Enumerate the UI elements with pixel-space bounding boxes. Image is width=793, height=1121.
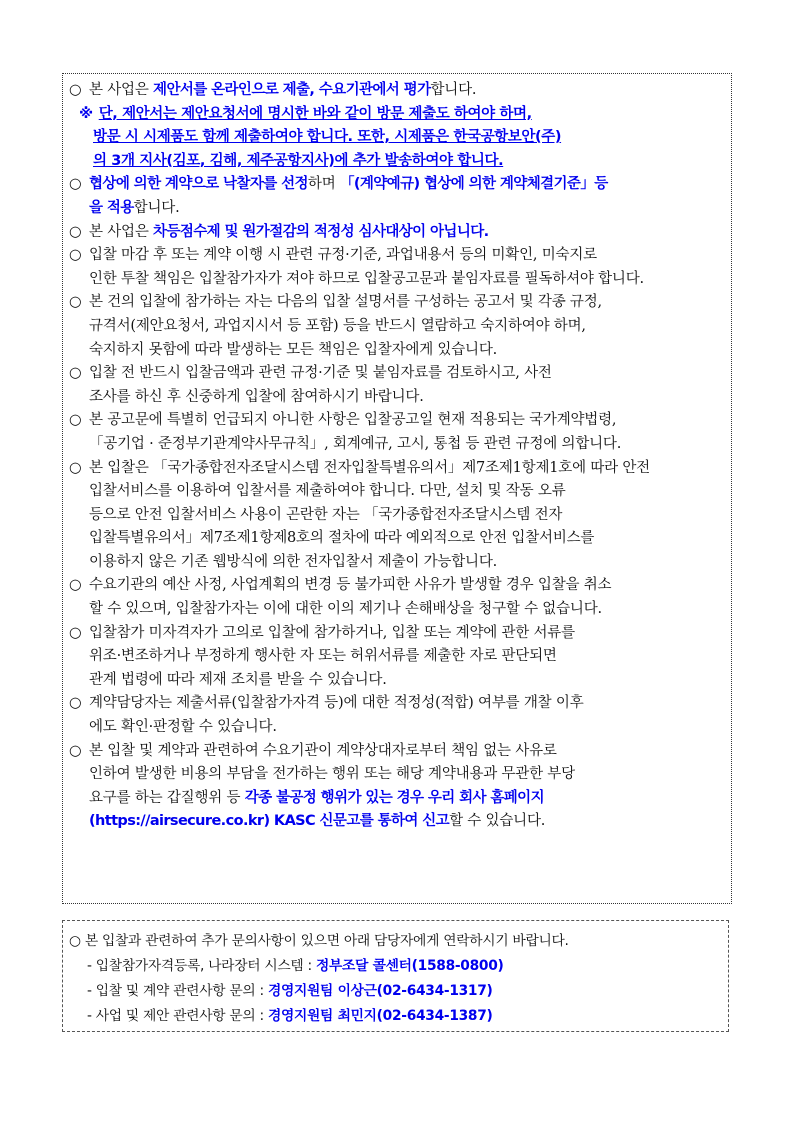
contact-value: 정부조달 콜센터(1588-0800) [315,958,504,974]
notice-item [69,244,725,291]
notice-line [89,339,725,363]
highlight-text: (https://airsecure.co.kr) KASC 신문고를 통하여 신고 [89,813,450,830]
body-text: 인하여 발생한 비용의 부담을 전가하는 행위 또는 해당 계약내용과 무관한 부당 [89,766,575,783]
body-text: 위조·변조하거나 부정하게 행사한 자 또는 허위서류를 제출한 자로 판단되면 [89,648,557,665]
circle-bullet-icon: ○ [69,176,82,193]
body-text: 입찰서비스를 이용하여 입찰서를 제출하여야 합니다. 다만, 설치 및 작동 오류 [89,483,566,500]
body-text: 조사를 하신 후 신중하게 입찰에 참여하시기 바랍니다. [89,388,424,405]
notice-item [69,79,725,103]
notice-line [89,221,725,245]
body-text: 할 수 있습니다. [449,813,546,830]
notice-item [69,291,725,362]
notice-item-text [89,362,725,409]
notice-item-text [89,221,725,245]
body-text: 수요기관의 예산 사정, 사업계획의 변경 등 불가피한 사유가 발생할 경우 입찰을 취소 [89,577,612,594]
body-text: 본 사업은 [89,223,154,240]
notice-item-text [89,79,725,103]
circle-bullet-icon: ○ [69,223,82,240]
contact-row-procurement [69,954,722,979]
notice-line [89,622,725,646]
highlight-text: 차등점수제 및 원가절감의 적정성 심사대상이 아닙니다. [153,223,489,240]
circle-bullet-icon: ○ [69,365,82,382]
contact-box [62,920,729,1032]
contact-intro: ○ 본 입찰과 관련하여 추가 문의사항이 있으면 아래 담당자에게 연락하시기 바랍니다. [69,933,569,949]
body-text: 본 입찰 및 계약과 관련하여 수요기관이 계약상대자로부터 책임 없는 사유로 [89,742,557,759]
circle-bullet-icon: ○ [69,577,82,594]
contact-row-proposal [69,1004,722,1029]
reference-mark-icon: ※ [79,105,93,122]
notice-line [89,268,725,292]
circle-bullet-icon: ○ [69,82,82,98]
notice-line [89,409,725,433]
contact-label: - 사업 및 제안 관련사항 문의 : [87,1008,268,1024]
circle-bullet-icon: ○ [69,695,82,712]
notice-line [89,79,725,103]
body-text: 합니다. [430,82,477,98]
body-text: 입찰참가 미자격자가 고의로 입찰에 참가하거나, 입찰 또는 계약에 관한 서류를 [89,624,575,641]
notice-item-text [89,409,725,456]
notice-line [89,716,725,740]
notice-item-text [89,692,725,739]
notice-item [69,221,725,245]
notice-line [89,244,725,268]
notice-item [69,740,725,834]
notice-line [89,315,725,339]
contact-label: - 입찰 및 계약 관련사항 문의 : [87,983,268,999]
contact-label: - 입찰참가자격등록, 나라장터 시스템 : [87,958,316,974]
notice-line [89,197,725,221]
body-text: 하며 [307,176,340,193]
notice-line [89,362,725,386]
body-text: 요구를 하는 갑질행위 등 [89,789,245,806]
notice-item [69,574,725,621]
note-line [69,103,725,127]
body-text: 본 공고문에 특별히 언급되지 아니한 사항은 입찰공고일 현재 적용되는 국가계약법령, [89,412,617,429]
notice-item [69,457,725,575]
notice-item [69,622,725,693]
circle-bullet-icon: ○ [69,247,82,264]
notice-line [89,504,725,528]
notice-line [89,810,725,834]
highlight-text: 제안서를 온라인으로 제출, 수요기관에서 평가 [153,82,431,98]
note-text: 의 3개 지사(김포, 김해, 제주공항지사)에 추가 발송하여야 합니다. [93,152,504,169]
highlight-text: 「(계약예규) 협상에 의한 계약체결기준」등 [339,176,608,193]
notice-item-text [89,244,725,291]
highlight-text: 을 적용 [89,199,134,216]
note-text: 방문 시 시제품도 함께 제출하여야 합니다. 또한, 시제품은 한국공항보안(주) [93,129,562,146]
notice-line [89,787,725,811]
body-text: 「공기업 · 준정부기관계약사무규칙」, 회계예규, 고시, 통첩 등 관련 규정에 의합니다. [89,435,622,452]
notice-line [89,457,725,481]
notice-item [69,173,725,220]
circle-bullet-icon: ○ [69,459,82,476]
notice-line [89,433,725,457]
notice-item-text [89,457,725,575]
note-text: 단, 제안서는 제안요청서에 명시한 바와 같이 방문 제출도 하여야 하며, [98,105,532,122]
notice-item [69,409,725,456]
body-text: 할 수 있으며, 입찰참가자는 이에 대한 이의 제기나 손해배상을 청구할 수 없습니다. [89,601,602,618]
notice-item-text [89,740,725,834]
circle-bullet-icon: ○ [69,294,82,311]
notice-item-text [89,574,725,621]
notice-box [62,73,732,904]
body-text: 인한 투찰 책임은 입찰참가자가 져야 하므로 입찰공고문과 붙임자료를 필독하셔야 합니다. [89,270,644,287]
notice-line [89,527,725,551]
notice-line [89,598,725,622]
highlight-text: 각종 불공정 행위가 있는 경우 우리 회사 홈페이지 [244,789,544,806]
note-line [69,126,725,150]
notice-line [89,669,725,693]
notice-line [89,291,725,315]
notice-line [89,740,725,764]
body-text: 합니다. [133,199,180,216]
notice-item-text [89,291,725,362]
body-text: 입찰 전 반드시 입찰금액과 관련 규정·기준 및 붙임자료를 검토하시고, 사전 [89,365,552,382]
body-text: 등으로 안전 입찰서비스 사용이 곤란한 자는 「국가종합전자조달시스템 전자 [89,506,563,523]
body-text: 규격서(제안요청서, 과업지시서 등 포함) 등을 반드시 열람하고 숙지하여야 하며, [89,317,586,334]
note-line [69,150,725,174]
notice-item [69,362,725,409]
body-text: 계약담당자는 제출서류(입찰참가자격 등)에 대한 적정성(적합) 여부를 개찰 이후 [89,695,584,712]
body-text: 에도 확인·판정할 수 있습니다. [89,719,277,736]
contact-row-contract [69,979,722,1004]
body-text: 본 사업은 [89,82,154,98]
body-text: 관계 법령에 따라 제재 조치를 받을 수 있습니다. [89,671,387,688]
notice-item-text [89,173,725,220]
body-text: 본 입찰은 「국가종합전자조달시스템 전자입찰특별유의서」제7조제1항제1호에 따라 안전 [89,459,650,476]
body-text: 본 건의 입찰에 참가하는 자는 다음의 입찰 설명서를 구성하는 공고서 및 각종 규정, [89,294,602,311]
notice-line [89,480,725,504]
circle-bullet-icon: ○ [69,742,82,759]
notice-line [89,386,725,410]
notice-line [89,692,725,716]
body-text: 이용하지 않은 기존 웹방식에 의한 전자입찰서 제출이 가능합니다. [89,553,498,570]
notice-line [89,645,725,669]
circle-bullet-icon: ○ [69,412,82,429]
notice-note [69,103,725,174]
notice-line [89,574,725,598]
contact-value: 경영지원팀 이상근(02-6434-1317) [267,983,493,999]
body-text: 입찰 마감 후 또는 계약 이행 시 관련 규정·기준, 과업내용서 등의 미확인, 미숙지로 [89,247,597,264]
body-text: 숙지하지 못함에 따라 발생하는 모든 책임은 입찰자에게 있습니다. [89,341,498,358]
circle-bullet-icon: ○ [69,624,82,641]
notice-line [89,173,725,197]
notice-line [89,551,725,575]
notice-item [69,692,725,739]
body-text: 입찰특별유의서」제7조제1항제8호의 절차에 따라 예외적으로 안전 입찰서비스를 [89,530,595,547]
notice-line [89,763,725,787]
contact-value: 경영지원팀 최민지(02-6434-1387) [267,1008,493,1024]
highlight-text: 협상에 의한 계약으로 낙찰자를 선정 [89,176,308,193]
notice-item-text [89,622,725,693]
